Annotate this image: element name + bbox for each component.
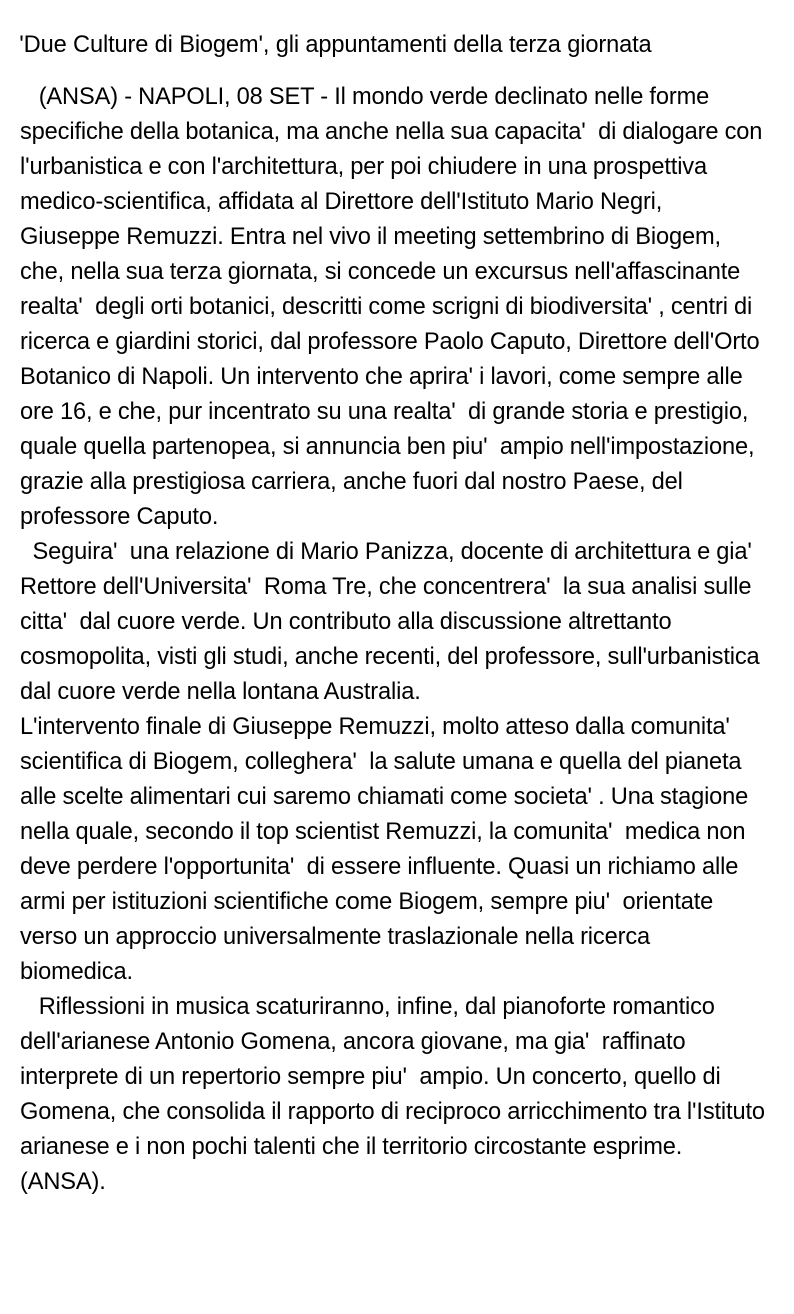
paragraph-lead: (ANSA) - NAPOLI, 08 SET - Il mondo verde declinato nelle forme specifiche della botanica, ma anche nella sua capacita' di dialogare con l'urbanistica e con l'architettura, per poi chiudere in una prospettiva medico-scientifica, affidata al Direttore dell'Istituto Mario Negri, Giuseppe Remuzzi. Entra nel vivo il meeting settembrino di Biogem, che, nella sua terza giornata, si concede un excursus nell'affascinante realta' degli orti botanici, descritti come scrigni di biodiversita' , centri di ricerca e giardini storici, dal professore Paolo Caputo, Direttore dell'Orto Botanico di Napoli. Un intervento che aprira' i lavori, come sempre alle ore 16, e che, pur incentrato su una realta' di grande storia e prestigio, quale quella partenopea, si annuncia ben piu' ampio nell'impostazione, grazie alla prestigiosa carriera, anche fuori dal nostro Paese, del professore Caputo. [20, 83, 769, 530]
paragraph-gomena: Riflessioni in musica scaturiranno, infine, dal pianoforte romantico dell'arianese Antonio Gomena, ancora giovane, ma gia' raffinato interprete di un repertorio sempre piu' ampio. Un concerto, quello di Gomena, che consolida il rapporto di reciproco arricchimento tra l'Istituto arianese e i non pochi talenti che il territorio circostante esprime. (ANSA). [20, 993, 772, 1195]
article-headline: 'Due Culture di Biogem', gli appuntamenti della terza giornata [19, 31, 652, 58]
paragraph-remuzzi: L'intervento finale di Giuseppe Remuzzi, molto atteso dalla comunita' scientifica di Biogem, colleghera' la salute umana e quella del pianeta alle scelte alimentari cui saremo chiamati come societa' . Una stagione nella quale, secondo il top scientist Remuzzi, la comunita' medica non deve perdere l'opportunita' di essere influente. Quasi un richiamo alle armi per istituzioni scientifiche come Biogem, sempre piu' orientate verso un approccio universalmente traslazionale nella ricerca biomedica. [20, 713, 755, 985]
article-body [0, 62, 794, 1199]
paragraph-panizza: Seguira' una relazione di Mario Panizza, docente di architettura e gia' Rettore dell'Universita' Roma Tre, che concentrera' la sua analisi sulle citta' dal cuore verde. Un contributo alla discussione altrettanto cosmopolita, visti gli studi, anche recenti, del professore, sull'urbanistica dal cuore verde nella lontana Australia. [20, 538, 766, 705]
